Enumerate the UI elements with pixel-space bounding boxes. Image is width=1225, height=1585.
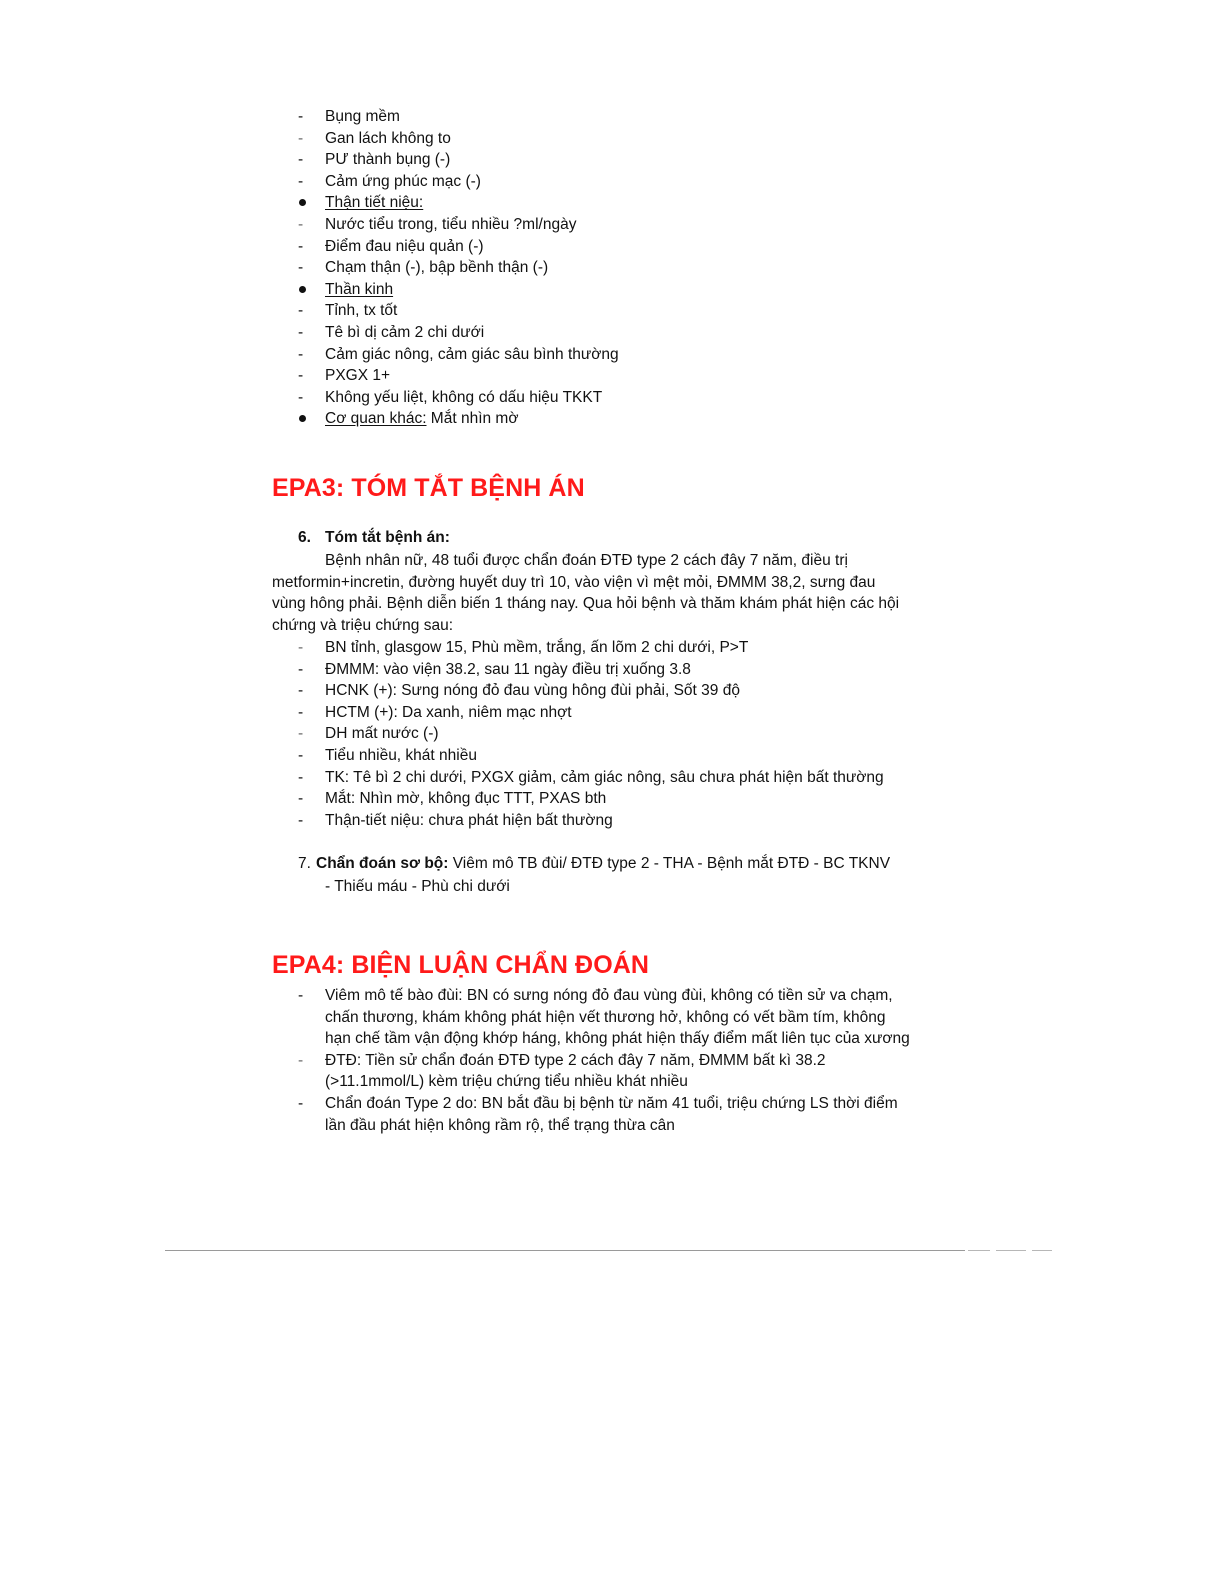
summary-paragraph-line: metformin+incretin, đường huyết duy trì 10, vào viện vì mệt mỏi, ĐMMM 38,2, sưng đau bbox=[272, 573, 876, 591]
diagnosis-text-continued: - Thiếu máu - Phù chi dưới bbox=[325, 878, 510, 895]
dash-bullet-icon: - bbox=[298, 768, 304, 786]
dash-bullet-icon: - bbox=[298, 323, 304, 341]
list-item-text: Cảm giác nông, cảm giác sâu bình thường bbox=[325, 345, 619, 363]
summary-paragraph-line: Bệnh nhân nữ, 48 tuổi được chẩn đoán ĐTĐ type 2 cách đây 7 năm, điều trị bbox=[325, 552, 848, 569]
diagnosis-text: Viêm mô TB đùi/ ĐTĐ type 2 - THA - Bệnh mắt ĐTĐ - BC TKNV bbox=[448, 855, 891, 872]
list-item-text: Điểm đau niệu quản (-) bbox=[325, 237, 484, 255]
dash-bullet-icon: - bbox=[298, 172, 304, 190]
section-label: Thần kinh bbox=[325, 280, 394, 298]
dash-bullet-icon: - bbox=[298, 129, 304, 147]
reasoning-line: chấn thương, khám không phát hiện vết thương hở, không có vết bầm tím, không bbox=[325, 1008, 886, 1026]
dash-bullet-icon: - bbox=[298, 725, 304, 743]
summary-paragraph bbox=[272, 550, 952, 636]
list-item-text: PƯ thành bụng (-) bbox=[325, 151, 451, 169]
dash-bullet-icon: - bbox=[298, 639, 304, 656]
diagnosis-reasoning-list bbox=[0, 985, 910, 1136]
epa4-heading: EPA4: BIỆN LUẬN CHẨN ĐOÁN bbox=[272, 951, 650, 979]
dash-bullet-icon: - bbox=[298, 367, 304, 385]
dash-bullet-icon: - bbox=[298, 682, 304, 700]
list-item-text: PXGX 1+ bbox=[325, 367, 391, 385]
reasoning-line: Chẩn đoán Type 2 do: BN bắt đầu bị bệnh từ năm 41 tuổi, triệu chứng LS thời điểm bbox=[325, 1094, 898, 1112]
finding-text: BN tỉnh, glasgow 15, Phù mềm, trắng, ấn lõm 2 chi dưới, P>T bbox=[325, 639, 749, 656]
summary-title bbox=[298, 529, 450, 547]
list-item-text: Không yếu liệt, không có dấu hiệu TKKT bbox=[325, 388, 603, 406]
list-item-text: Bụng mềm bbox=[325, 108, 400, 125]
page-break-rule-segment bbox=[1032, 1250, 1052, 1251]
dash-bullet-icon: - bbox=[298, 345, 304, 363]
summary-title-text: Tóm tắt bệnh án: bbox=[325, 529, 450, 546]
reasoning-line: Viêm mô tế bào đùi: BN có sưng nóng đỏ đau vùng đùi, không có tiền sử va chạm, bbox=[325, 987, 893, 1004]
dash-bullet-icon: - bbox=[298, 388, 304, 406]
finding-text: Mắt: Nhìn mờ, không đục TTT, PXAS bth bbox=[325, 790, 607, 808]
reasoning-line: (>11.1mmol/L) kèm triệu chứng tiểu nhiều khát nhiều bbox=[325, 1073, 688, 1091]
finding-text: DH mất nước (-) bbox=[325, 725, 439, 743]
dash-bullet-icon: - bbox=[298, 790, 304, 808]
finding-text: Tiểu nhiều, khát nhiều bbox=[325, 746, 477, 764]
dash-bullet-icon: - bbox=[298, 660, 304, 678]
dash-bullet-icon: - bbox=[298, 108, 304, 125]
diagnosis-label: Chẩn đoán sơ bộ: bbox=[316, 855, 449, 872]
page-break-rule bbox=[165, 1250, 965, 1251]
epa3-heading: EPA3: TÓM TẮT BỆNH ÁN bbox=[272, 474, 585, 502]
reasoning-item bbox=[0, 1093, 910, 1136]
dash-bullet-icon: - bbox=[298, 151, 304, 169]
finding-text: ĐMMM: vào viện 38.2, sau 11 ngày điều trị xuống 3.8 bbox=[325, 660, 691, 678]
diagnosis-number: 7. bbox=[298, 855, 311, 872]
dash-bullet-icon: - bbox=[298, 703, 304, 721]
summary-number: 6. bbox=[298, 529, 311, 546]
bullet-dot-icon bbox=[299, 286, 306, 293]
preliminary-diagnosis bbox=[298, 852, 890, 898]
page-break-rule-segment bbox=[996, 1250, 1026, 1251]
list-item-text: Mắt nhìn mờ bbox=[426, 410, 519, 428]
summary-paragraph-line: chứng và triệu chứng sau: bbox=[272, 616, 454, 634]
dash-bullet-icon: - bbox=[298, 746, 304, 764]
dash-bullet-icon: - bbox=[298, 987, 304, 1004]
list-item-text: Gan lách không to bbox=[325, 129, 451, 147]
list-item-text: Tê bì dị cảm 2 chi dưới bbox=[325, 323, 485, 341]
page-break-rule-segment bbox=[968, 1250, 990, 1251]
bullet-dot-icon bbox=[299, 415, 306, 422]
finding-text: TK: Tê bì 2 chi dưới, PXGX giảm, cảm giác nông, sâu chưa phát hiện bất thường bbox=[325, 768, 884, 786]
list-item-text: Chạm thận (-), bập bềnh thận (-) bbox=[325, 259, 549, 277]
section-label: Thận tiết niệu: bbox=[325, 194, 424, 212]
finding-text: Thận-tiết niệu: chưa phát hiện bất thường bbox=[325, 811, 613, 829]
list-item-text: Cảm ứng phúc mạc (-) bbox=[325, 172, 481, 190]
reasoning-item bbox=[0, 1050, 910, 1093]
reasoning-line: hạn chế tầm vận động khớp háng, không phát hiện thấy điểm mất liên tục của xương bbox=[325, 1030, 910, 1048]
dash-bullet-icon: - bbox=[298, 1094, 304, 1112]
dash-bullet-icon: - bbox=[298, 811, 304, 829]
dash-bullet-icon: - bbox=[298, 215, 304, 233]
dash-bullet-icon: - bbox=[298, 237, 304, 255]
summary-paragraph-line: vùng hông phải. Bệnh diễn biến 1 tháng nay. Qua hỏi bệnh và thăm khám phát hiện các hội bbox=[272, 595, 900, 613]
bullet-dot-icon bbox=[299, 199, 306, 206]
reasoning-item bbox=[0, 985, 910, 1050]
reasoning-line: lần đầu phát hiện không rầm rộ, thể trạng thừa cân bbox=[325, 1116, 675, 1134]
list-item-text: Nước tiểu trong, tiểu nhiều ?ml/ngày bbox=[325, 215, 577, 233]
dash-bullet-icon: - bbox=[298, 302, 304, 320]
dash-bullet-icon: - bbox=[298, 259, 304, 277]
finding-text: HCTM (+): Da xanh, niêm mạc nhợt bbox=[325, 703, 572, 721]
section-label: Cơ quan khác: bbox=[325, 410, 427, 428]
list-item-text: Tỉnh, tx tốt bbox=[325, 302, 398, 320]
reasoning-line: ĐTĐ: Tiền sử chẩn đoán ĐTĐ type 2 cách đây 7 năm, ĐMMM bất kì 38.2 bbox=[325, 1051, 826, 1069]
dash-bullet-icon: - bbox=[298, 1051, 304, 1069]
finding-text: HCNK (+): Sưng nóng đỏ đau vùng hông đùi phải, Sốt 39 độ bbox=[325, 682, 740, 700]
